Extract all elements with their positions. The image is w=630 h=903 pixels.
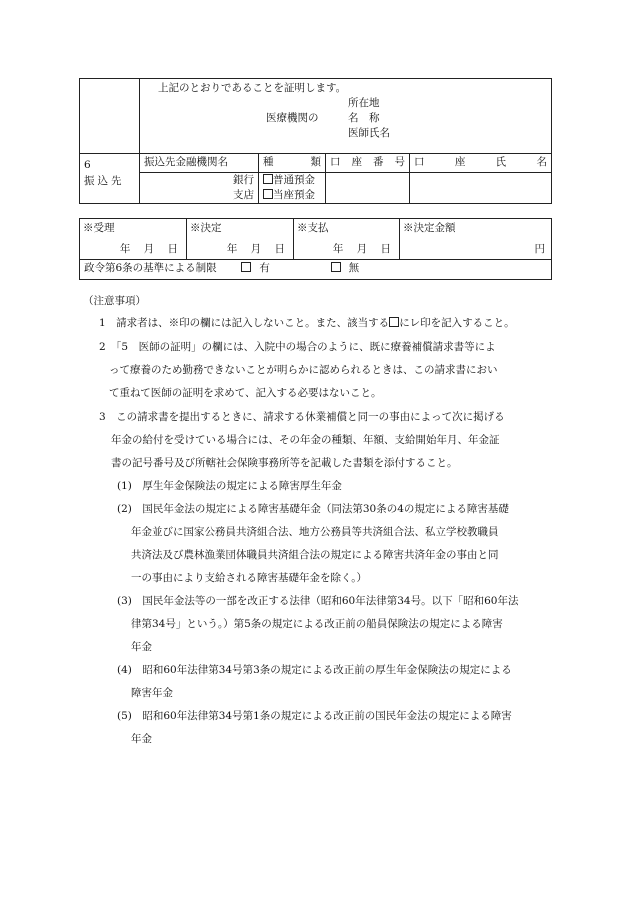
- note-sub-2: (2) 国民年金法の規定による障害基礎年金（同法第30条の4の規定による障害基礎: [117, 503, 509, 515]
- bank-name-field[interactable]: [140, 173, 259, 204]
- note-sub-4-line: 障害年金: [131, 687, 173, 699]
- limit-label: 政令第6条の基準による制限: [84, 262, 217, 274]
- note-sub-3-line: 年金: [131, 641, 152, 653]
- note-sub-1: (1) 厚生年金保険法の規定による障害厚生年金: [117, 480, 342, 492]
- limit-no-checkbox[interactable]: [331, 262, 341, 272]
- bank-name-header: 振込先金融機関名: [140, 154, 259, 173]
- note-sub-2-line: 年金並びに国家公務員共済組合法、地方公務員等共済組合法、私立学校教職員: [131, 526, 499, 538]
- ordinary-label: 普通預金: [273, 174, 315, 186]
- certification-bank-table: [79, 78, 552, 204]
- institution-label: 医療機関の: [266, 112, 319, 124]
- paid-cell[interactable]: [294, 219, 400, 260]
- account-type-header: 種 類: [259, 154, 326, 173]
- checking-label: 当座預金: [273, 189, 315, 201]
- account-number-header: 口 座 番 号: [326, 154, 410, 173]
- paid-date: 年 月 日: [332, 243, 391, 255]
- yen-unit: 円: [534, 243, 545, 255]
- bank-section-header: [80, 154, 140, 204]
- limit-yes-label: 有: [259, 262, 270, 274]
- amount-label: ※決定金額: [403, 222, 456, 234]
- note-sub-3-line: 律第34号」という。）第5条の規定による改正前の船員保険法の規定による障害: [131, 618, 503, 630]
- decided-date: 年 月 日: [226, 243, 285, 255]
- ordinary-checkbox[interactable]: [263, 174, 273, 184]
- bank-suffix: 銀行: [233, 174, 254, 186]
- name-label: 名 称: [348, 112, 380, 124]
- decided-label: ※決定: [190, 222, 222, 234]
- note-sub-5-line: 年金: [131, 733, 152, 745]
- received-label: ※受理: [83, 222, 115, 234]
- branch-suffix: 支店: [233, 189, 254, 201]
- limit-no-label: 無: [348, 262, 360, 274]
- note-item-3-line: 書の記号番号及び所轄社会保険事務所等を記載した書類を添付すること。: [111, 457, 458, 469]
- certification-statement: 上記のとおりであることを証明します。: [158, 82, 347, 94]
- checking-checkbox[interactable]: [263, 189, 273, 199]
- note-item-2-line: て重ねて医師の証明を求めて、記入する必要はないこと。: [109, 387, 382, 399]
- note-sub-2-line: 一の事由により支給される障害基礎年金を除く。）: [131, 572, 368, 584]
- note-sub-4: (4) 昭和60年法律第34号第3条の規定による改正前の厚生年金保険法の規定による: [117, 664, 512, 676]
- note-item-3: 3 この請求書を提出するときに、請求する休業補償と同一の事由によって次に掲げる: [99, 411, 505, 423]
- note-item-1: 1 請求者は、※印の欄には記入しないこと。また、該当する にレ印を記入すること。: [99, 317, 515, 329]
- note-checkbox-icon: [389, 317, 399, 327]
- doctor-name-label: 医師氏名: [348, 127, 390, 139]
- note-sub-2-line: 共済法及び農林漁業団体職員共済組合法の規定による障害共済年金の事由と同: [131, 549, 499, 561]
- amount-cell[interactable]: [400, 219, 552, 260]
- certify-blank-cell: [80, 79, 140, 154]
- note-item-3-line: 年金の給付を受けている場合には、その年金の種類、年額、支給開始年月、年金証: [111, 434, 500, 446]
- account-number-field[interactable]: [326, 173, 410, 204]
- note-item-2-line: って療養のため勤務できないことが明らかに認められるときは、この請求書におい: [109, 364, 498, 376]
- note-sub-3: (3) 国民年金法等の一部を改正する法律（昭和60年法律第34号。以下「昭和60年法: [117, 595, 519, 607]
- account-holder-field[interactable]: [410, 173, 552, 204]
- section-number: 6: [84, 159, 91, 171]
- note-sub-5: (5) 昭和60年法律第34号第1条の規定による改正前の国民年金法の規定による障害: [117, 710, 512, 722]
- notes-heading: （注意事項）: [83, 295, 146, 307]
- section-label: 振込先: [84, 175, 125, 187]
- limit-yes-checkbox[interactable]: [241, 262, 251, 272]
- account-type-field[interactable]: [259, 173, 326, 204]
- limit-row: [80, 260, 552, 280]
- received-cell[interactable]: [80, 219, 187, 260]
- doctor-certification-cell[interactable]: [140, 79, 552, 154]
- account-holder-header: 口 座 氏 名: [410, 154, 552, 173]
- decision-table: [79, 218, 552, 280]
- received-date: 年 月 日: [119, 243, 178, 255]
- paid-label: ※支払: [297, 222, 329, 234]
- decided-cell[interactable]: [187, 219, 294, 260]
- notes-section: [79, 292, 554, 750]
- note-item-2: 2 「5 医師の証明」の欄には、入院中の場合のように、既に療養補償請求書等によ: [99, 341, 496, 353]
- address-label: 所在地: [348, 97, 380, 109]
